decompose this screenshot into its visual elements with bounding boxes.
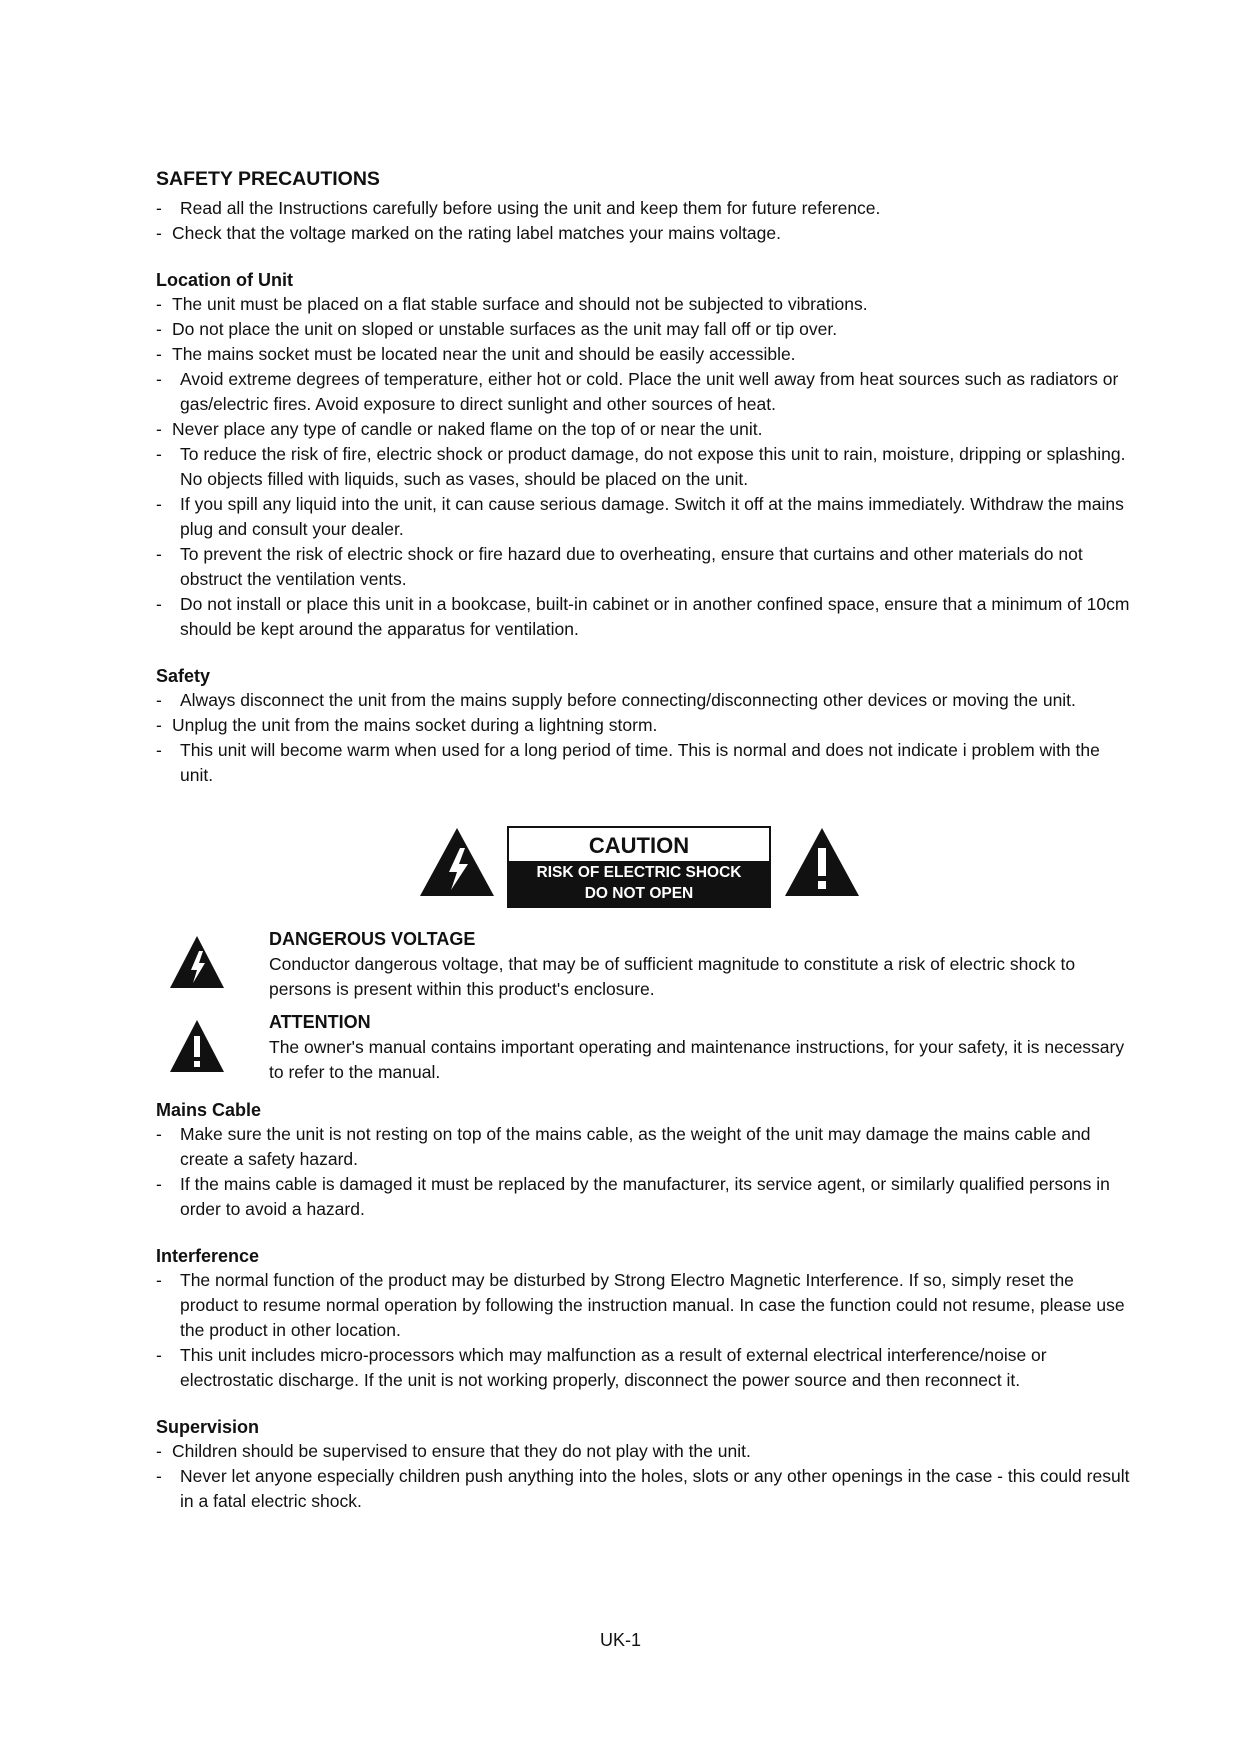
caution-line-2: DO NOT OPEN: [584, 885, 694, 902]
caution-box: [507, 826, 771, 908]
list-item: - To reduce the risk of fire, electric shock or product damage, do not expose this unit to rain, moisture, dripping or splashing. No objects filled with liquids, such as vases, should be placed on the unit.: [156, 444, 1126, 489]
list-item: - Read all the Instructions carefully before using the unit and keep them for future reference.: [156, 198, 881, 218]
list-item: - The mains socket must be located near the unit and should be easily accessible.: [156, 344, 796, 364]
section-title-safety: Safety: [156, 666, 211, 686]
section-title-location: Location of Unit: [156, 270, 293, 290]
location-list: [156, 292, 1136, 642]
warning-heading: DANGEROUS VOLTAGE: [269, 929, 476, 949]
warning-body: The owner's manual contains important operating and maintenance instructions, for your safety, it is necessary to refer to the manual.: [269, 1037, 1125, 1082]
interference-list: [156, 1268, 1136, 1393]
list-item: - The unit must be placed on a flat stable surface and should not be subjected to vibrations.: [156, 294, 868, 314]
exclamation-warning-icon: [168, 1018, 226, 1074]
page-title: SAFETY PRECAUTIONS: [156, 168, 380, 190]
list-item: - Children should be supervised to ensure that they do not play with the unit.: [156, 1441, 751, 1461]
caution-title: CAUTION: [588, 833, 690, 858]
safety-list: [156, 688, 1136, 788]
warning-body: Conductor dangerous voltage, that may be of sufficient magnitude to constitute a risk of electric shock to persons is present within this product's enclosure.: [269, 954, 1076, 999]
list-item: - Do not place the unit on sloped or unstable surfaces as the unit may fall off or tip over.: [156, 319, 838, 339]
lightning-warning-icon: [168, 934, 226, 990]
list-item: - This unit includes micro-processors which may malfunction as a result of external electrical interference/noise or electrostatic discharge. If the unit is not working properly, disconnect the power source and then reconnect it.: [156, 1345, 1047, 1390]
list-item: - Never place any type of candle or naked flame on the top of or near the unit.: [156, 419, 763, 439]
list-item: - Check that the voltage marked on the rating label matches your mains voltage.: [156, 223, 781, 243]
lightning-warning-icon: [418, 826, 496, 898]
section-title-mains-cable: Mains Cable: [156, 1100, 262, 1120]
document-page: [156, 166, 1136, 1514]
caution-label: [156, 814, 1136, 918]
warning-heading: ATTENTION: [269, 1012, 371, 1032]
mains-cable-list: [156, 1122, 1136, 1222]
list-item: - The normal function of the product may be disturbed by Strong Electro Magnetic Interference. If so, simply reset the product to resume normal operation by following the instruction manual. In case the function could not resume, please use the product in other location.: [156, 1270, 1125, 1340]
page-number: UK-1: [599, 1630, 641, 1650]
list-item: - Unplug the unit from the mains socket during a lightning storm.: [156, 715, 658, 735]
list-item: - This unit will become warm when used for a long period of time. This is normal and does not indicate i problem with the unit.: [156, 740, 1100, 785]
warning-explanations: [156, 926, 1136, 1098]
list-item: - To prevent the risk of electric shock or fire hazard due to overheating, ensure that curtains and other materials do not obstruct the ventilation vents.: [156, 544, 1083, 589]
warning-attention: [269, 1009, 1129, 1085]
caution-line-1: RISK OF ELECTRIC SHOCK: [536, 864, 742, 881]
list-item: - If the mains cable is damaged it must be replaced by the manufacturer, its service agent, or similarly qualified persons in order to avoid a hazard.: [156, 1174, 1110, 1219]
caution-band: [509, 861, 769, 906]
list-item: - Do not install or place this unit in a bookcase, built-in cabinet or in another confined space, ensure that a minimum of 10cm should be kept around the apparatus for ventilation.: [156, 594, 1130, 639]
section-title-supervision: Supervision: [156, 1417, 260, 1437]
list-item: - Avoid extreme degrees of temperature, either hot or cold. Place the unit well away from heat sources such as radiators or gas/electric fires. Avoid exposure to direct sunlight and other sources of heat.: [156, 369, 1119, 414]
list-item: - Make sure the unit is not resting on top of the mains cable, as the weight of the unit may damage the mains cable and create a safety hazard.: [156, 1124, 1091, 1169]
list-item: - Always disconnect the unit from the mains supply before connecting/disconnecting other devices or moving the unit.: [156, 690, 1076, 710]
supervision-list: [156, 1439, 1136, 1514]
section-title-interference: Interference: [156, 1246, 260, 1266]
list-item: - If you spill any liquid into the unit, it can cause serious damage. Switch it off at the mains immediately. Withdraw the mains plug and consult your dealer.: [156, 494, 1124, 539]
exclamation-warning-icon: [783, 826, 861, 898]
warning-dangerous-voltage: [269, 926, 1129, 1002]
intro-list: [156, 196, 1136, 246]
list-item: - Never let anyone especially children push anything into the holes, slots or any other openings in the case - this could result in a fatal electric shock.: [156, 1466, 1130, 1511]
